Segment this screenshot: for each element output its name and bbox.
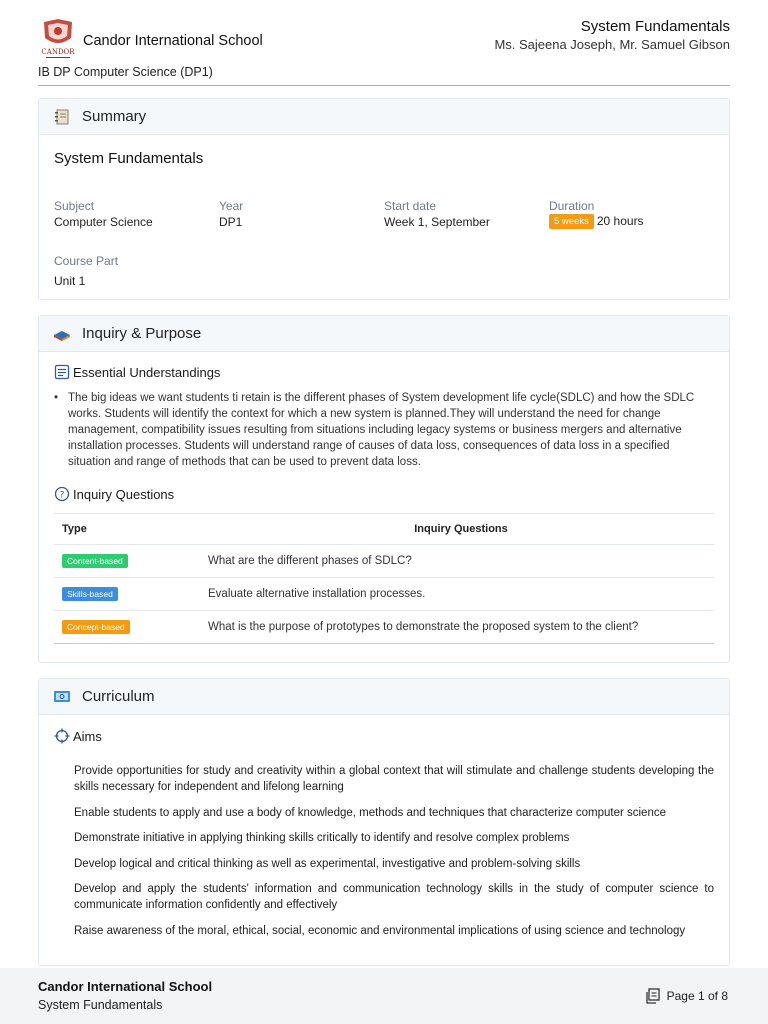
summary-card <box>38 98 730 300</box>
start-date-label: Start date <box>384 199 437 213</box>
eu-bullet: • <box>54 392 59 404</box>
monitor-icon <box>53 689 71 705</box>
summary-header <box>39 99 729 135</box>
document-icon <box>54 364 70 380</box>
page-header <box>38 16 730 68</box>
inquiry-card <box>38 315 730 663</box>
table-row <box>54 578 714 611</box>
eu-text-block <box>54 390 714 470</box>
eu-heading-label: Essential Understandings <box>73 365 221 380</box>
list-item: Provide opportunities for study and creativity within a global context that will stimulate and challenge students developing the skills necessary for independent and lifelong learning <box>74 765 714 793</box>
course-part-value: Unit 1 <box>54 274 86 288</box>
footer-school-name: Candor International School <box>38 979 213 994</box>
iq-heading-label: Inquiry Questions <box>73 487 175 502</box>
table-row <box>54 611 714 644</box>
list-item: Enable students to apply and use a body of knowledge, methods and techniques that characterize computer science <box>74 806 666 819</box>
book-icon <box>53 326 71 342</box>
iq-heading <box>54 486 174 502</box>
list-item: Demonstrate initiative in applying thinking skills critically to identify and resolve complex problems <box>74 832 570 844</box>
curriculum-card <box>38 678 730 966</box>
year-label: Year <box>219 199 244 213</box>
logo-text: CANDOR <box>41 48 75 56</box>
list-item: Develop logical and critical thinking as well as experimental, investigative and problem-solving skills <box>74 857 581 870</box>
start-date-value: Week 1, September <box>384 215 490 229</box>
year-value: DP1 <box>219 215 243 229</box>
course-part-label: Course Part <box>54 254 119 268</box>
page-footer <box>0 968 768 1024</box>
inquiry-table <box>54 513 714 644</box>
type-badge-concept: Concept-based <box>62 620 130 634</box>
eu-heading <box>54 364 220 380</box>
summary-title: System Fundamentals <box>54 150 204 167</box>
notebook-icon <box>53 109 71 125</box>
type-badge-skills: Skills-based <box>62 587 118 601</box>
curriculum-header <box>39 679 729 715</box>
aims-list <box>74 763 714 948</box>
col-type-header: Type <box>54 514 208 545</box>
table-header-row <box>54 514 714 545</box>
type-cell <box>54 545 208 578</box>
subject-value: Computer Science <box>54 215 153 229</box>
inquiry-heading: Inquiry & Purpose <box>82 325 202 342</box>
summary-heading: Summary <box>82 108 147 125</box>
school-logo <box>38 18 78 64</box>
type-cell <box>54 611 208 644</box>
question-cell: What are the different phases of SDLC? <box>208 545 714 578</box>
table-row <box>54 545 714 578</box>
duration-value <box>549 214 644 229</box>
type-badge-content: Content-based <box>62 554 128 568</box>
curriculum-heading: Curriculum <box>82 688 155 705</box>
subject-label: Subject <box>54 199 95 213</box>
page-indicator <box>645 988 728 1004</box>
question-circle-icon <box>54 486 70 502</box>
svg-text:?: ? <box>59 490 65 501</box>
eu-paragraph: The big ideas we want students ti retain is the different phases of System development life cycle(SDLC) and how the SDLC works. Students will identify the context for which a new system is planned.They will understand the need for change management, compatibility issues resulting from situations including legacy systems or business mergers and alternative installation processes. Students will understand range of causes of data loss, consequences of data loss in a specified situation and range of methods that can be used to prevent data loss. <box>68 392 695 468</box>
weeks-badge: 5 weeks <box>549 214 594 229</box>
aims-heading-label: Aims <box>73 729 102 744</box>
crosshair-icon <box>54 728 70 744</box>
duration-label: Duration <box>549 199 595 213</box>
school-name: Candor International School <box>83 33 263 49</box>
unit-title: System Fundamentals <box>580 18 730 35</box>
course-name: IB DP Computer Science (DP1) <box>38 65 213 79</box>
header-divider <box>38 85 730 86</box>
footer-unit-title: System Fundamentals <box>38 998 163 1012</box>
page-number: Page 1 of 8 <box>666 989 728 1003</box>
question-cell: What is the purpose of prototypes to demonstrate the proposed system to the client? <box>208 611 714 644</box>
col-question-header: Inquiry Questions <box>208 514 714 545</box>
list-item: Develop and apply the students' information and communication technology skills in the study of computer science to communicate information confidently and effectively <box>74 883 714 911</box>
pages-icon <box>645 988 661 1004</box>
inquiry-header <box>39 316 729 352</box>
list-item: Raise awareness of the moral, ethical, social, economic and environmental implications of using science and technology <box>74 924 686 937</box>
teachers: Ms. Sajeena Joseph, Mr. Samuel Gibson <box>494 37 730 52</box>
type-cell <box>54 578 208 611</box>
hours-value: 20 hours <box>596 214 644 228</box>
question-cell: Evaluate alternative installation processes. <box>208 578 714 611</box>
aims-heading <box>54 728 102 744</box>
